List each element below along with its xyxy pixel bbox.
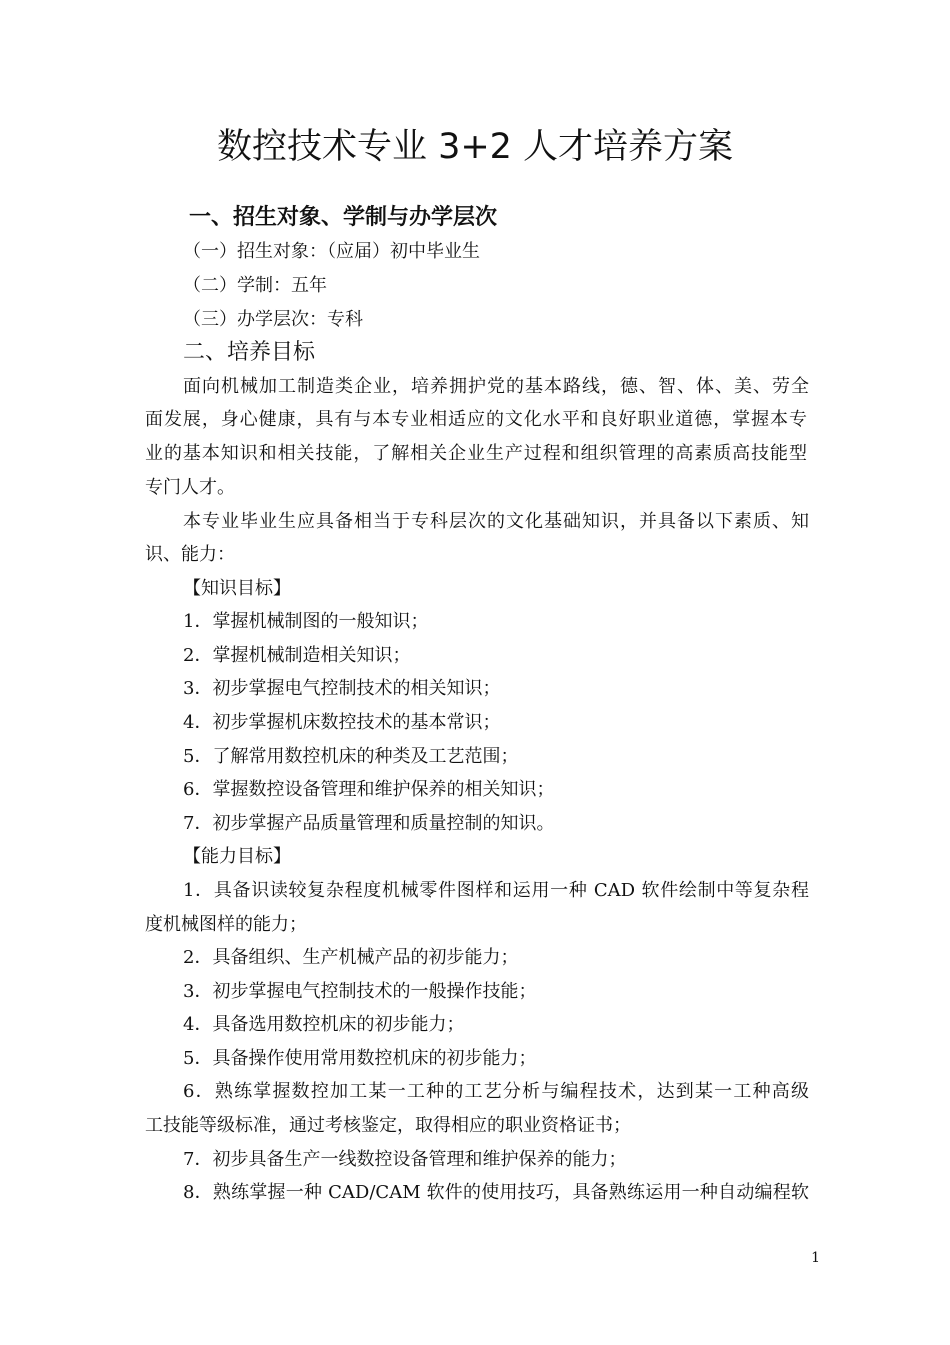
section-1-heading: 一、招生对象、学制与办学层次: [189, 205, 498, 230]
ability-item: 2．具备组织、生产机械产品的初步能力；: [183, 947, 519, 968]
ability-goals-heading: 【能力目标】: [183, 846, 291, 867]
paragraph-1-line: 面向机械加工制造类企业，培养拥护党的基本路线，德、智、体、美、劳全: [183, 376, 809, 397]
ability-item: 1．具备识读较复杂程度机械零件图样和运用一种 CAD 软件绘制中等复杂程: [183, 880, 809, 901]
knowledge-item: 3．初步掌握电气控制技术的相关知识；: [183, 678, 501, 699]
ability-item-continuation: 度机械图样的能力；: [145, 914, 307, 935]
knowledge-goals-heading: 【知识目标】: [183, 578, 291, 599]
ability-item-continuation: 工技能等级标准，通过考核鉴定，取得相应的职业资格证书；: [145, 1115, 631, 1136]
knowledge-item: 4．初步掌握机床数控技术的基本常识；: [183, 712, 501, 733]
ability-item: 5．具备操作使用常用数控机床的初步能力；: [183, 1048, 537, 1069]
ability-item: 3．初步掌握电气控制技术的一般操作技能；: [183, 981, 537, 1002]
paragraph-1-line: 面发展，身心健康，具有与本专业相适应的文化水平和良好职业道德，掌握本专: [145, 409, 807, 430]
ability-item: 7．初步具备生产一线数控设备管理和维护保养的能力；: [183, 1149, 627, 1170]
paragraph-2-line: 识、能力：: [145, 544, 235, 565]
ability-item: 8．熟练掌握一种 CAD/CAM 软件的使用技巧，具备熟练运用一种自动编程软: [183, 1182, 809, 1203]
document-title: 数控技术专业 3+2 人才培养方案: [216, 127, 734, 167]
knowledge-item: 6．掌握数控设备管理和维护保养的相关知识；: [183, 779, 555, 800]
knowledge-item: 1．掌握机械制图的一般知识；: [183, 611, 429, 632]
knowledge-item: 5．了解常用数控机床的种类及工艺范围；: [183, 746, 519, 767]
section-1-item: （一）招生对象：（应届）初中毕业生: [183, 241, 480, 262]
ability-item: 6．熟练掌握数控加工某一工种的工艺分析与编程技术，达到某一工种高级: [183, 1081, 809, 1102]
page-number: 1: [811, 1250, 820, 1266]
paragraph-2-line: 本专业毕业生应具备相当于专科层次的文化基础知识，并具备以下素质、知: [183, 511, 809, 532]
section-2-heading: 二、培养目标: [183, 340, 316, 365]
paragraph-1-line: 专门人才。: [145, 477, 235, 498]
ability-item: 4．具备选用数控机床的初步能力；: [183, 1014, 465, 1035]
paragraph-1-line: 业的基本知识和相关技能，了解相关企业生产过程和组织管理的高素质高技能型: [145, 443, 807, 464]
section-1-item: （三）办学层次：专科: [183, 309, 363, 330]
knowledge-item: 7．初步掌握产品质量管理和质量控制的知识。: [183, 813, 555, 834]
knowledge-item: 2．掌握机械制造相关知识；: [183, 645, 411, 666]
section-1-item: （二）学制：五年: [183, 275, 327, 296]
